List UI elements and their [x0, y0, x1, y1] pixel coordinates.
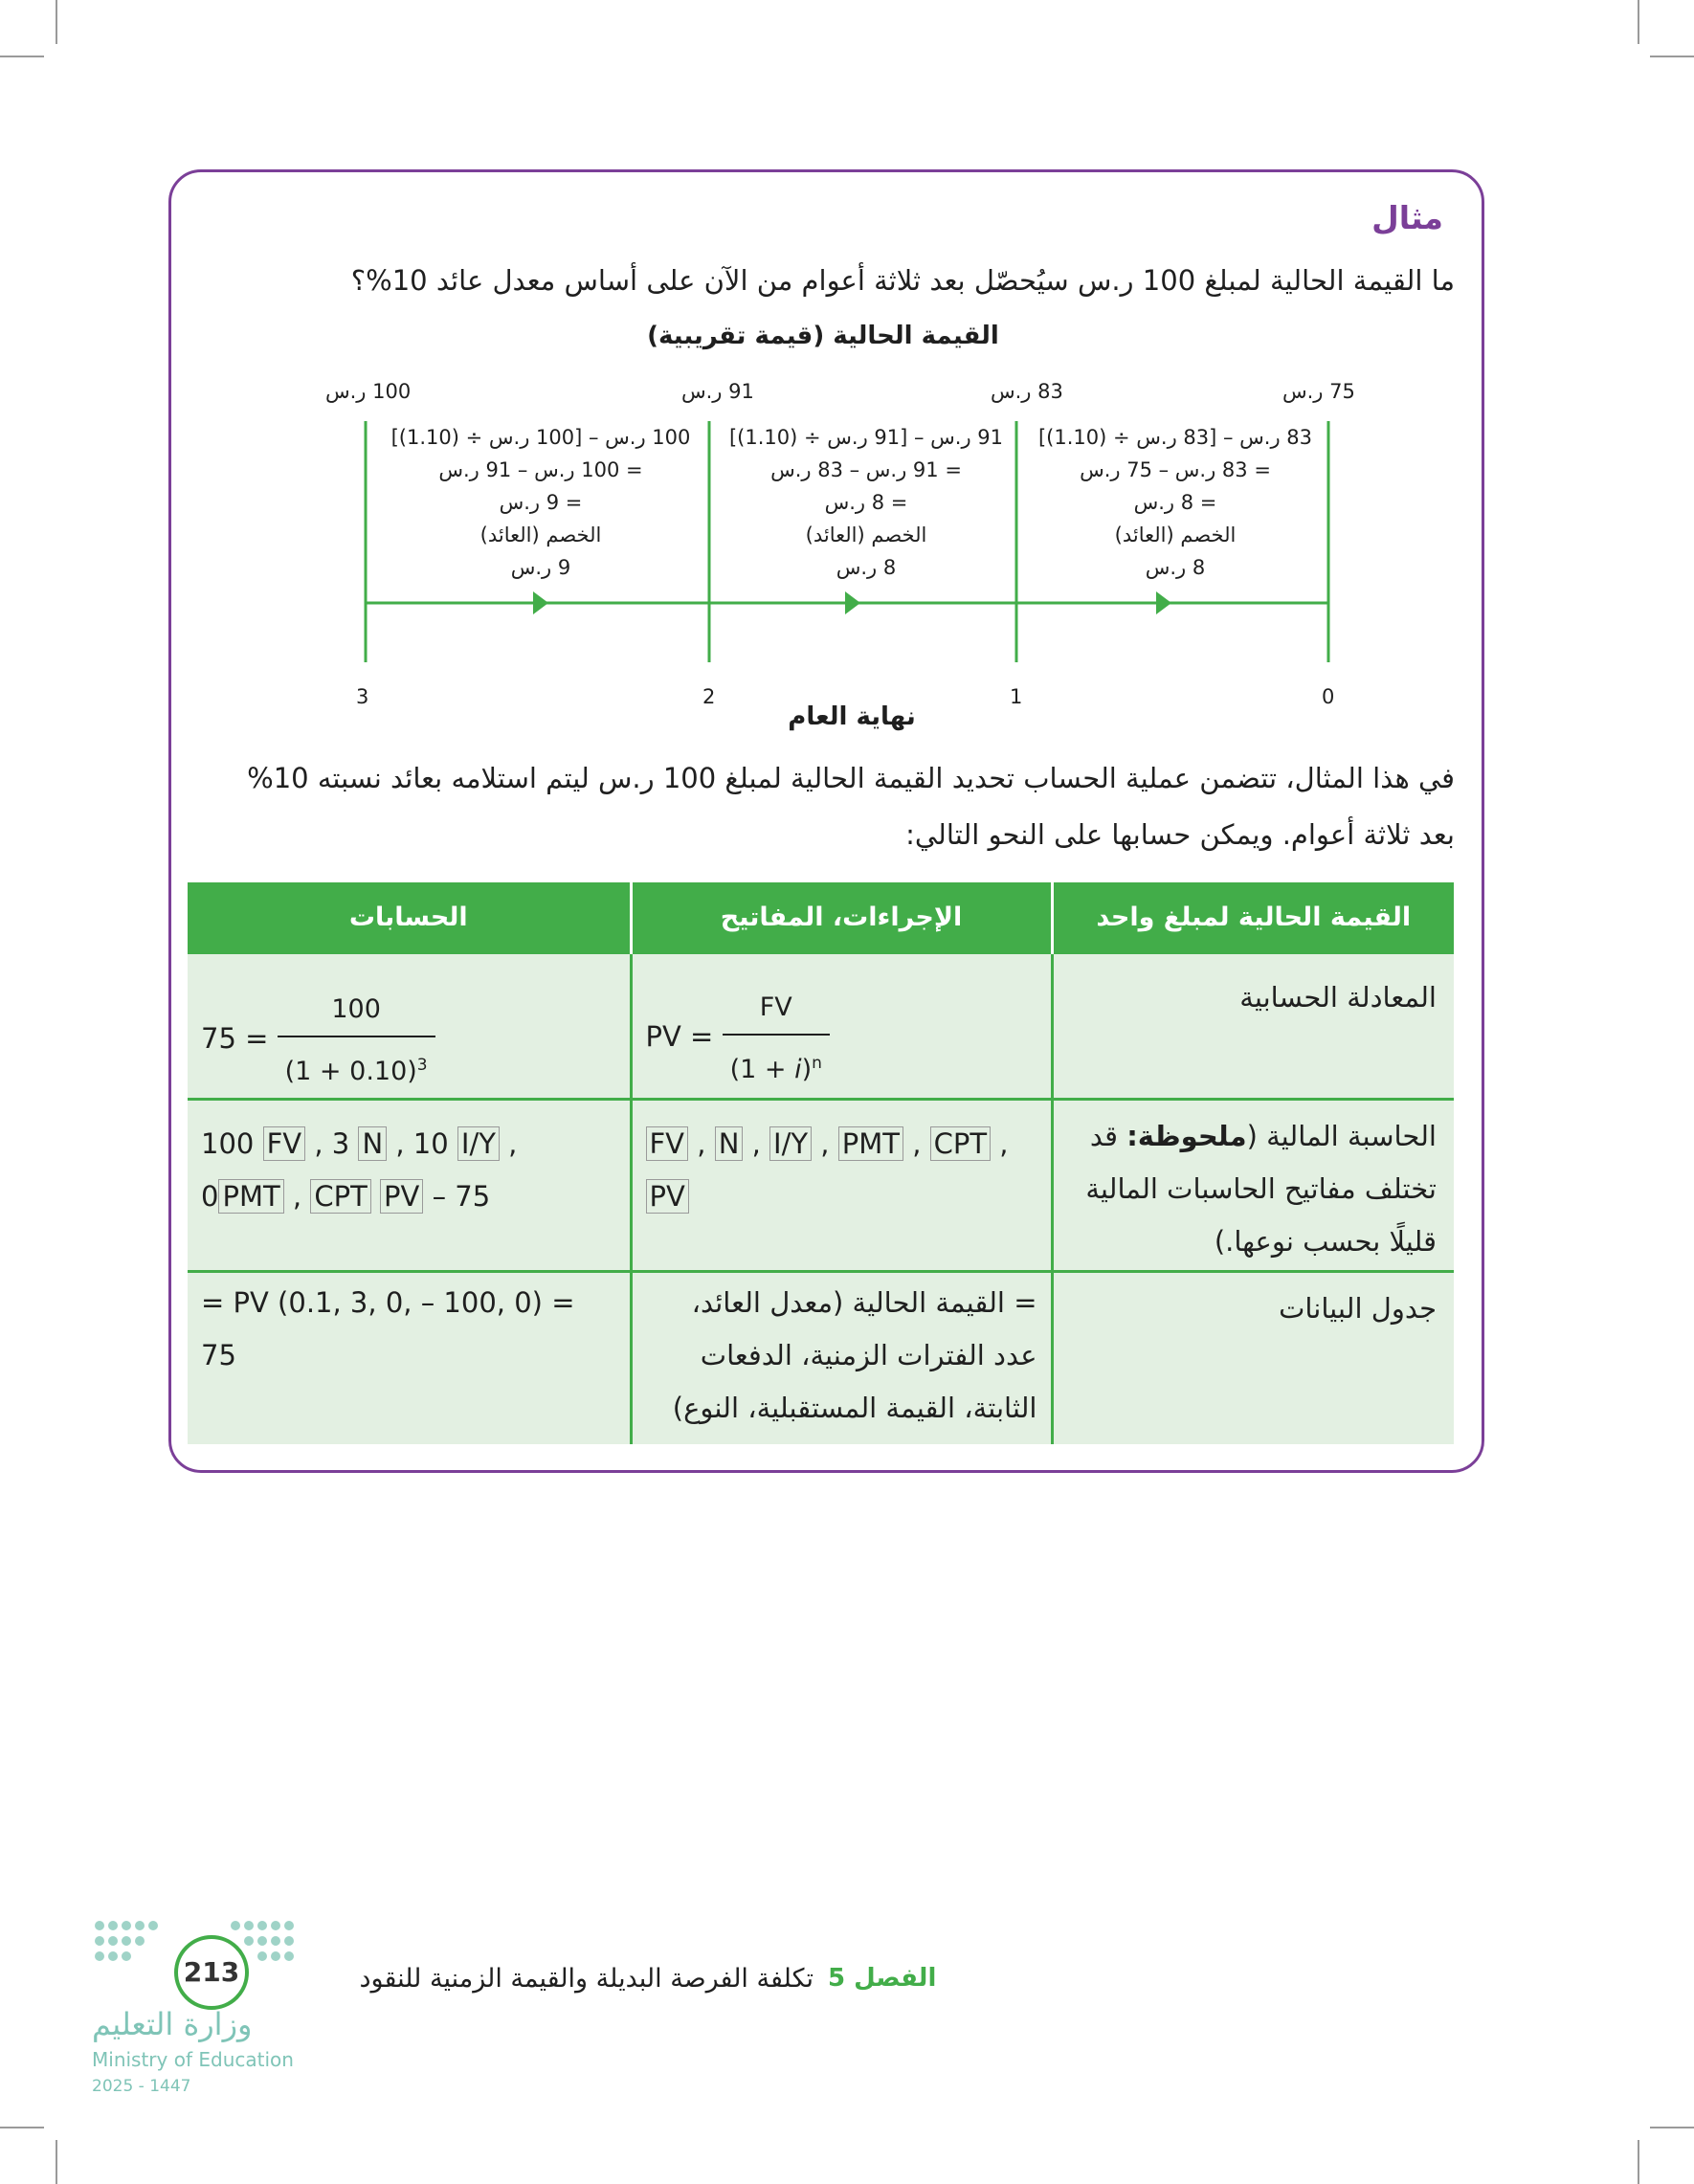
timeline-value: 91 ر.س [681, 380, 754, 403]
desc-cell [1052, 1100, 1454, 1272]
example-question: ما القيمة الحالية لمبلغ 100 ر.س سيُحصّل بعد ثلاثة أعوام من الآن على أساس معدل عائد 10%؟ [350, 264, 1455, 297]
page-number: 213 [174, 1935, 249, 2010]
crop-mark [0, 2127, 44, 2128]
crop-mark [56, 2140, 57, 2184]
footer-chapter-title: تكلفة الفرصة البديلة والقيمة الزمنية للنقود [359, 1964, 814, 1994]
calculator-key: PV [646, 1179, 689, 1214]
calc-lhs: 75 = [201, 1022, 269, 1055]
desc-note-label: ملحوظة: [1126, 1120, 1247, 1152]
formula-lhs: PV = [645, 1020, 714, 1053]
calc-line: = 8 ر.س [824, 491, 908, 514]
header-desc: القيمة الحالية لمبلغ واحد [1052, 882, 1454, 953]
header-procedure: الإجراءات، المفاتيح [631, 882, 1052, 953]
calc-den-base: (1 + 0.10) [284, 1057, 417, 1086]
calc-line: = 100 ر.س – 91 ر.س [438, 458, 643, 481]
calc-fraction [278, 983, 435, 1098]
calc-number: 10 [412, 1127, 449, 1160]
calc-denominator [278, 1036, 435, 1098]
calc-cell: = PV (0.1, 3, 0, – 100, 0) = 75 [188, 1272, 631, 1444]
desc-cell: جدول البيانات [1052, 1272, 1454, 1444]
calculator-key: CPT [930, 1126, 991, 1161]
timeline-arrow [845, 591, 860, 614]
table-row [188, 1272, 1454, 1444]
paragraph-line: في هذا المثال، تتضمن عملية الحساب تحديد القيمة الحالية لمبلغ 100 ر.س ليتم استلامه بعائد نسبته 10% [247, 762, 1455, 794]
crop-mark [1650, 56, 1694, 57]
calc-keys-line: 100 FV , 3 N , 10 I/Y , [201, 1127, 518, 1160]
calculator-key: CPT [310, 1179, 370, 1214]
calculator-key: FV [646, 1126, 689, 1161]
calc-line: 9 ر.س [510, 556, 571, 579]
calculator-key: N [358, 1126, 387, 1161]
timeline-value: 100 ر.س [325, 380, 412, 403]
procedure-cell [631, 953, 1052, 1100]
timeline-value: 75 ر.س [1282, 380, 1355, 403]
calc-line: الخصم (العائد) [1114, 524, 1237, 546]
table-row [188, 953, 1454, 1100]
formula-numerator: FV [759, 992, 792, 1022]
calc-number: 100 [201, 1127, 255, 1160]
ministry-name-en: Ministry of Education [92, 2048, 294, 2071]
axis-label: 0 [1322, 685, 1335, 708]
formula-denominator [723, 1034, 830, 1096]
crop-mark [56, 0, 57, 44]
calc-line: 8 ر.س [836, 556, 897, 579]
desc-text: الحاسبة المالية ( [1246, 1120, 1437, 1152]
crop-mark [1638, 2140, 1639, 2184]
desc-cell: المعادلة الحسابية [1052, 953, 1454, 1100]
calculator-key: I/Y [769, 1126, 812, 1161]
calc-line: 91 ر.س – [91 ر.س ÷ (1.10)] [728, 426, 1004, 449]
axis-label: 2 [702, 685, 716, 708]
formula-den-part: (1 + [729, 1055, 795, 1084]
calculator-key: FV [263, 1126, 306, 1161]
calculator-key: PV [380, 1179, 423, 1214]
calculator-key: I/Y [457, 1126, 500, 1161]
formula-exponent: n [812, 1054, 822, 1073]
axis-label: 3 [356, 685, 369, 708]
calc-exponent: 3 [416, 1056, 428, 1075]
procedure-cell [631, 1100, 1052, 1272]
procedure-keys-line: FV , N , I/Y , PMT , CPT , [646, 1118, 1037, 1170]
ministry-name-ar: وزارة التعليم [92, 2006, 253, 2042]
calc-cell [188, 953, 631, 1100]
calc-cell [188, 1100, 631, 1272]
calculator-key: N [715, 1126, 744, 1161]
calc-keys-line: 0 PMT , CPT PV – 75 [201, 1180, 491, 1213]
formula-den-part: ) [801, 1055, 813, 1084]
calc-line: = 91 ر.س – 83 ر.س [770, 458, 962, 481]
timeline-title: القيمة الحالية (قيمة تقريبية) [647, 322, 999, 350]
calc-line: 100 ر.س – [100 ر.س ÷ (1.10)] [390, 426, 691, 449]
desc-text: قد تختلف مفاتيح الحاسبات المالية قليلًا بحسب نوعها.) [1085, 1120, 1437, 1258]
procedure-keys-line [646, 1170, 1037, 1223]
calc-line: = 8 ر.س [1133, 491, 1217, 514]
timeline-arrow [533, 591, 548, 614]
calc-line: = 9 ر.س [499, 491, 583, 514]
example-heading: مثال [1371, 199, 1443, 236]
axis-caption: نهاية العام [788, 702, 916, 731]
pv-table [188, 882, 1454, 1444]
crop-mark [1650, 2127, 1694, 2128]
calc-number: 3 [331, 1127, 350, 1160]
header-calc: الحسابات [188, 882, 631, 953]
calculator-key: PMT [838, 1126, 903, 1161]
calc-line: 8 ر.س [1145, 556, 1206, 579]
calc-line: 83 ر.س – [83 ر.س ÷ (1.10)] [1037, 426, 1313, 449]
footer-chapter-label: الفصل 5 [828, 1964, 937, 1993]
edition-year: 2025 - 1447 [92, 2077, 191, 2096]
timeline-arrow [1156, 591, 1171, 614]
calc-line: الخصم (العائد) [479, 524, 602, 546]
table-header-row [188, 882, 1454, 953]
crop-mark [0, 56, 44, 57]
paragraph-line: بعد ثلاثة أعوام. ويمكن حسابها على النحو التالي: [905, 818, 1455, 851]
calc-result: – 75 [432, 1180, 491, 1213]
timeline-diagram [345, 392, 1340, 680]
formula-fraction [723, 981, 830, 1096]
calc-line: الخصم (العائد) [805, 524, 927, 546]
axis-label: 1 [1010, 685, 1023, 708]
calc-number: 0 [201, 1180, 219, 1213]
calc-numerator: 100 [331, 994, 381, 1024]
formula-rate-symbol: i [794, 1055, 802, 1084]
table-row [188, 1100, 1454, 1272]
procedure-cell: = القيمة الحالية (معدل العائد، عدد الفترات الزمنية، الدفعات الثابتة، القيمة المستقبلية، النوع) [631, 1272, 1052, 1444]
calculator-key: PMT [218, 1179, 283, 1214]
timeline-value: 83 ر.س [991, 380, 1063, 403]
crop-mark [1638, 0, 1639, 44]
calc-line: = 83 ر.س – 75 ر.س [1080, 458, 1271, 481]
